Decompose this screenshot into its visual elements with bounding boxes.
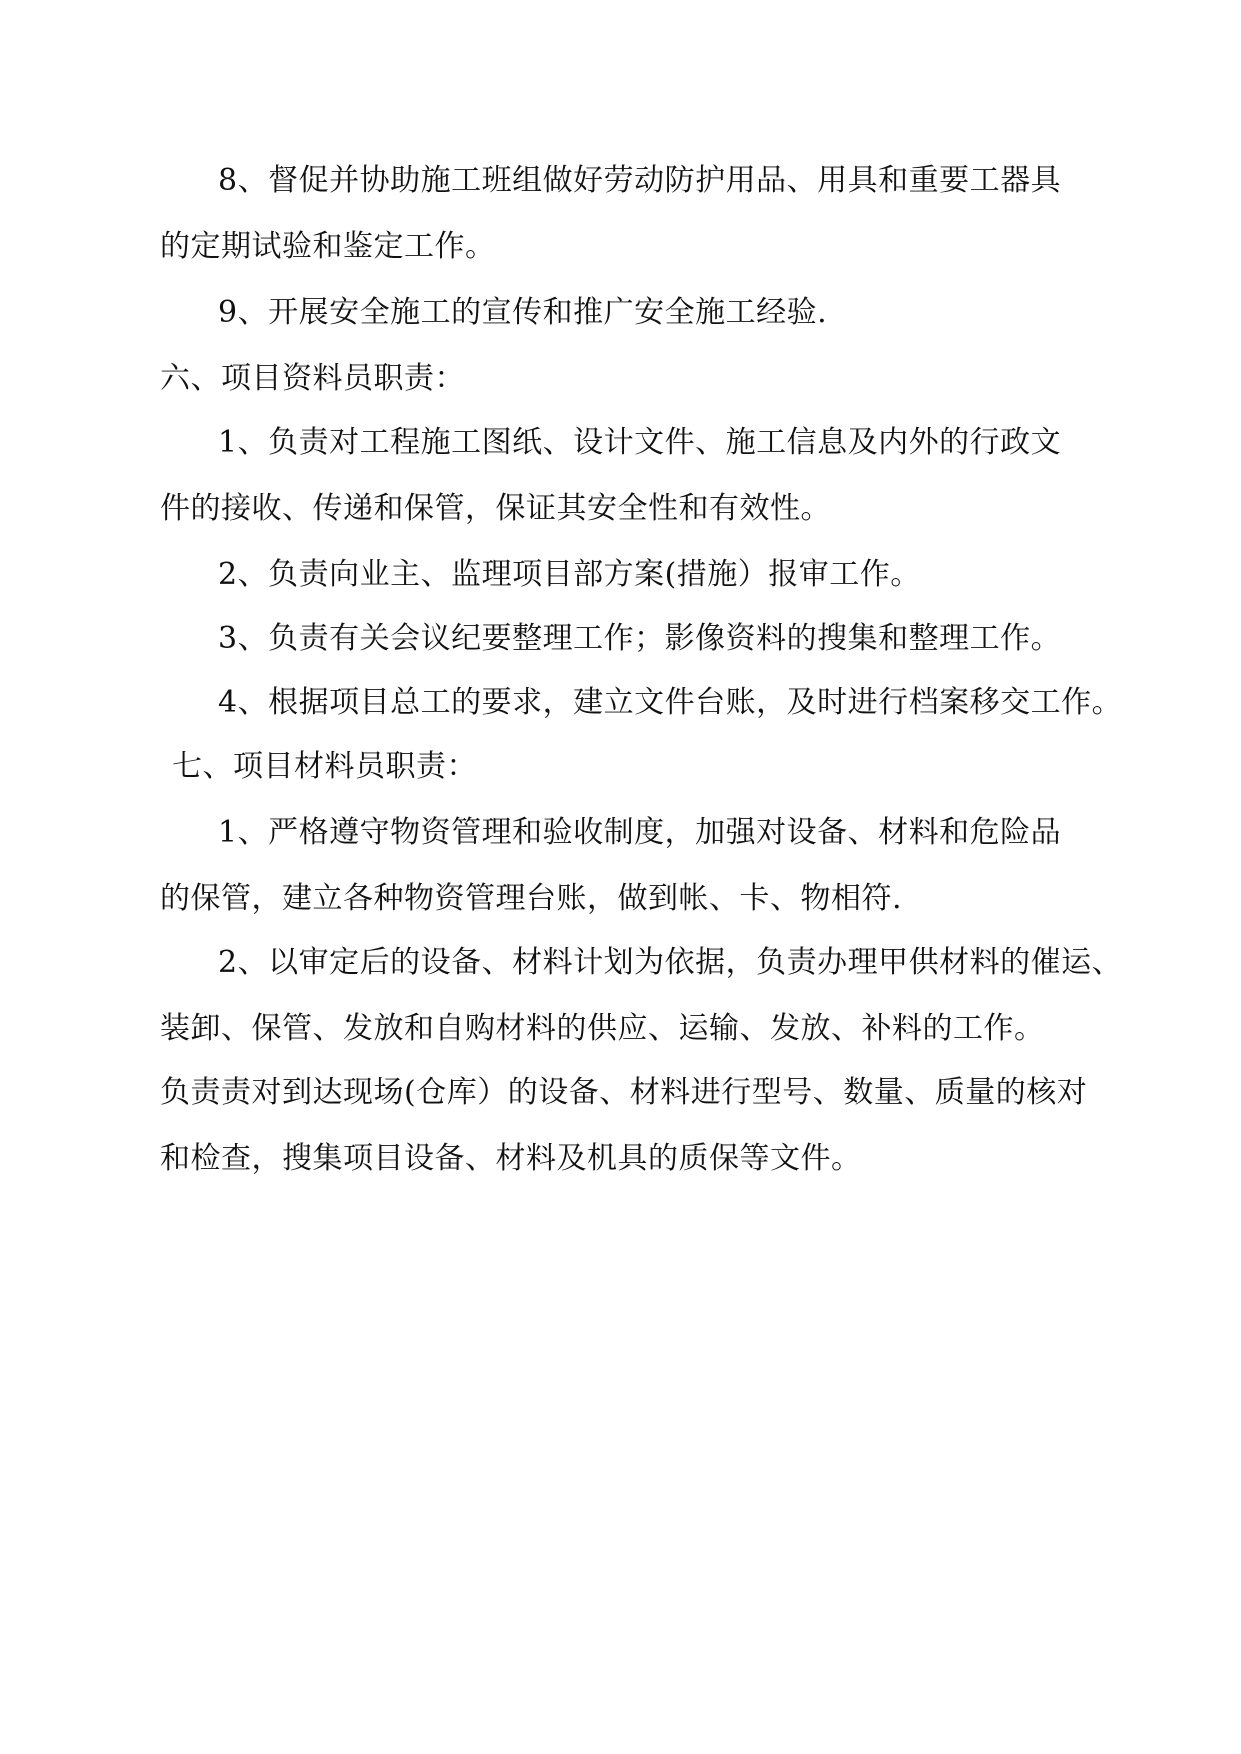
- line-item: 装卸、保管、发放和自购材料的供应、运输、发放、补料的工作。: [160, 1011, 1045, 1046]
- line-item: 的保管，建立各种物资管理台账，做到帐、卡、物相符.: [160, 881, 903, 916]
- section-heading: 六、项目资料员职责：: [160, 361, 465, 396]
- line-item: 1、严格遵守物资管理和验收制度，加强对设备、材料和危险品: [218, 815, 1062, 850]
- line-item: 2、以审定后的设备、材料计划为依据，负责办理甲供材料的催运、: [218, 945, 1123, 980]
- line-item: 2、负责向业主、监理项目部方案(措施）报审工作。: [218, 557, 921, 592]
- line-item: 的定期试验和鉴定工作。: [160, 229, 496, 264]
- line-item: 负责责对到达现场(仓库）的设备、材料进行型号、数量、质量的核对: [160, 1075, 1088, 1110]
- line-item: 1、负责对工程施工图纸、设计文件、施工信息及内外的行政文: [218, 425, 1062, 460]
- line-item: 件的接收、传递和保管，保证其安全性和有效性。: [160, 491, 831, 526]
- line-item: 3、负责有关会议纪要整理工作；影像资料的搜集和整理工作。: [218, 621, 1062, 656]
- line-item: 9、开展安全施工的宣传和推广安全施工经验.: [218, 295, 828, 330]
- line-item: 4、根据项目总工的要求，建立文件台账，及时进行档案移交工作。: [218, 685, 1123, 720]
- line-item: 8、督促并协助施工班组做好劳动防护用品、用具和重要工器具: [218, 163, 1062, 198]
- section-heading: 七、项目材料员职责：: [172, 749, 477, 784]
- line-item: 和检查，搜集项目设备、材料及机具的质保等文件。: [160, 1141, 862, 1176]
